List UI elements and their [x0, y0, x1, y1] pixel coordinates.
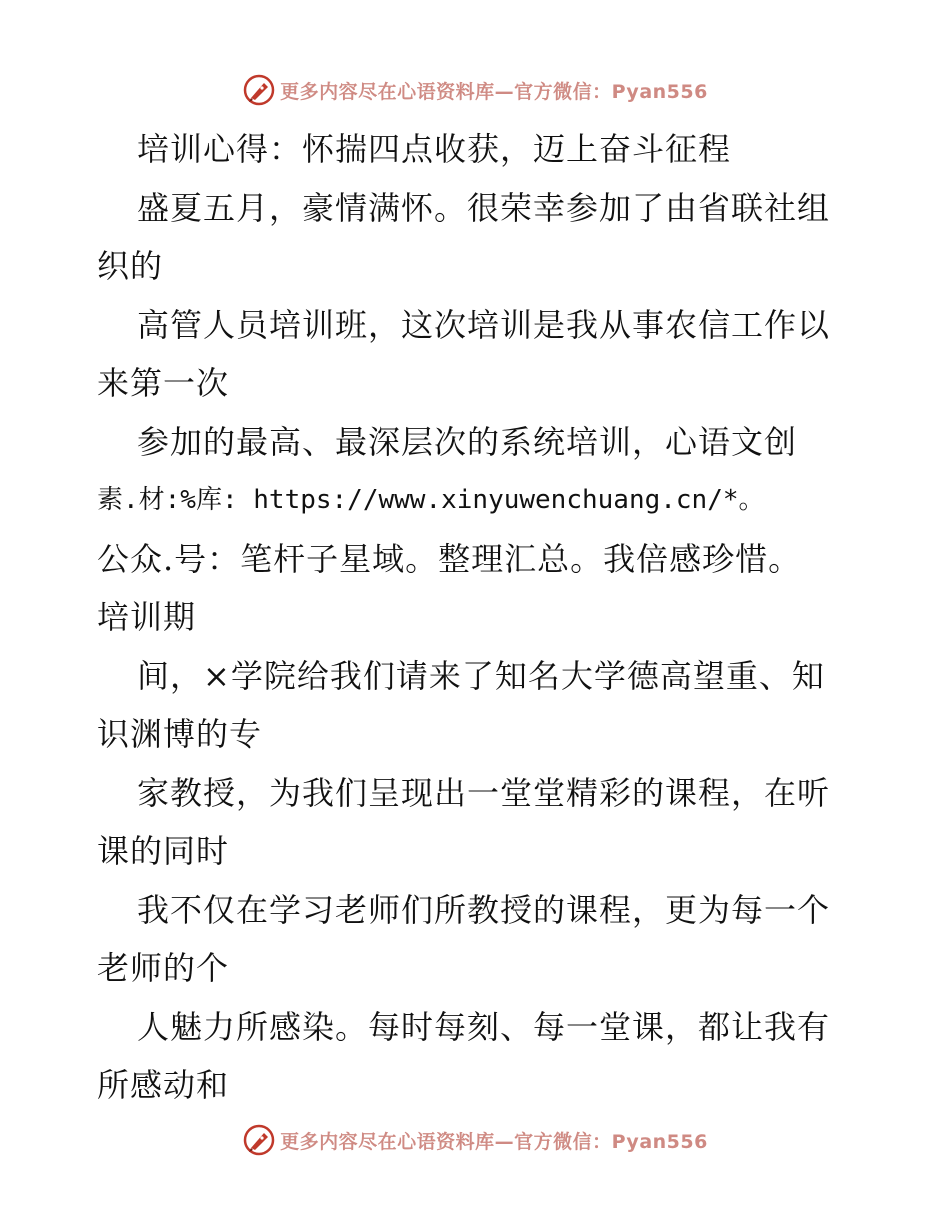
document-title: 培训心得：怀揣四点收获，迈上奋斗征程 — [137, 130, 732, 168]
paragraph-line-url: 素.材:%库: https://www.xinyuwenchuang.cn/*。 — [97, 485, 765, 515]
paragraph-line: 识渊博的专 — [97, 715, 263, 753]
header-banner-text: 更多内容尽在心语资料库—官方微信：Pyan556 — [280, 80, 708, 103]
paragraph-line: 培训期 — [97, 598, 197, 636]
footer-banner — [0, 1120, 950, 1160]
footer-banner-text: 更多内容尽在心语资料库—官方微信：Pyan556 — [280, 1130, 708, 1153]
document-body — [97, 120, 857, 1115]
paragraph-line: 我不仅在学习老师们所教授的课程，更为每一个 — [137, 890, 831, 929]
paragraph-line: 盛夏五月，豪情满怀。很荣幸参加了由省联社组 — [137, 188, 831, 227]
pen-logo-icon — [242, 73, 276, 107]
paragraph-line: 老师的个 — [97, 949, 230, 987]
pen-logo-icon — [242, 1123, 276, 1157]
paragraph-line: 高管人员培训班，这次培训是我从事农信工作以 — [137, 305, 831, 344]
paragraph-line: 公众.号：笔杆子星域。整理汇总。我倍感珍惜。 — [97, 539, 802, 578]
paragraph-line: 来第一次 — [97, 364, 230, 402]
paragraph-line: 课的同时 — [97, 832, 230, 870]
paragraph-line: 所感动和 — [97, 1066, 230, 1104]
paragraph-line: 织的 — [97, 247, 164, 285]
paragraph-line: 参加的最高、最深层次的系统培训，心语文创 — [137, 422, 798, 461]
header-banner — [0, 70, 950, 110]
paragraph-line: 家教授，为我们呈现出一堂堂精彩的课程，在听 — [137, 773, 831, 812]
paragraph-line: 人魅力所感染。每时每刻、每一堂课，都让我有 — [137, 1007, 831, 1046]
paragraph-line: 间，×学院给我们请来了知名大学德高望重、知 — [137, 656, 825, 695]
